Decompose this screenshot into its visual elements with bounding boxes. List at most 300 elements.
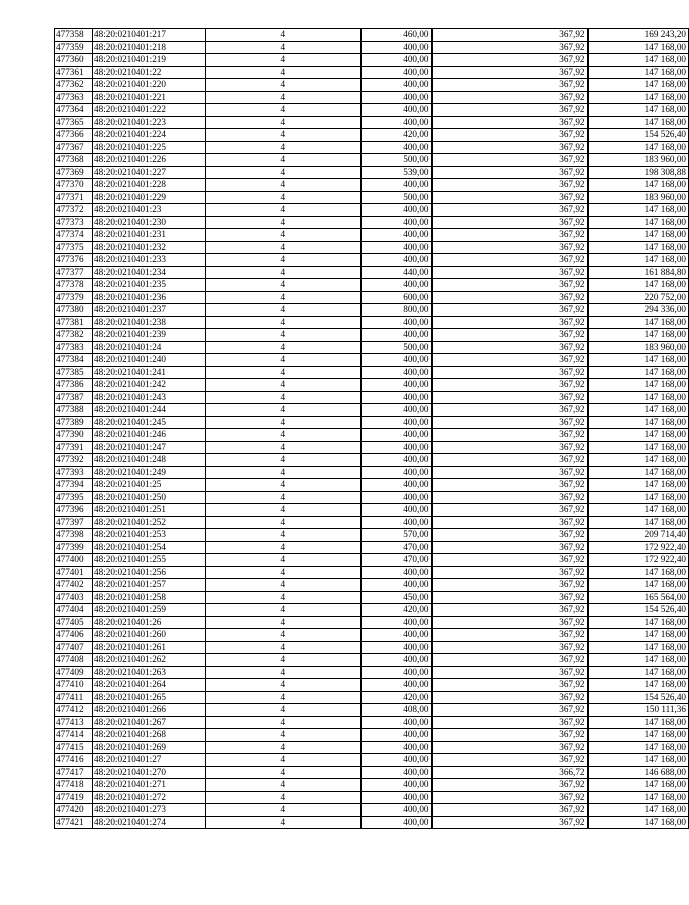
total-value-cell: 147 168,00 (588, 566, 689, 579)
table-row (55, 516, 689, 529)
total-value-cell: 147 168,00 (588, 379, 689, 392)
area-cell: 460,00 (361, 29, 432, 42)
cadastral-value-table (54, 28, 689, 829)
table-row (55, 679, 689, 692)
table-body (55, 29, 689, 829)
cadastral-number-cell: 48:20:0210401:26 (93, 616, 206, 629)
unit-price-cell: 367,92 (432, 566, 588, 579)
record-id-cell: 477395 (55, 491, 93, 504)
category-cell: 4 (206, 29, 361, 42)
area-cell: 400,00 (361, 654, 432, 667)
area-cell: 400,00 (361, 204, 432, 217)
cadastral-number-cell: 48:20:0210401:234 (93, 266, 206, 279)
category-cell: 4 (206, 779, 361, 792)
cadastral-number-cell: 48:20:0210401:269 (93, 741, 206, 754)
table-row (55, 479, 689, 492)
total-value-cell: 147 168,00 (588, 41, 689, 54)
record-id-cell: 477401 (55, 566, 93, 579)
unit-price-cell: 367,92 (432, 179, 588, 192)
area-cell: 400,00 (361, 641, 432, 654)
record-id-cell: 477360 (55, 54, 93, 67)
total-value-cell: 147 168,00 (588, 279, 689, 292)
category-cell: 4 (206, 579, 361, 592)
record-id-cell: 477371 (55, 191, 93, 204)
total-value-cell: 146 688,00 (588, 766, 689, 779)
table-row (55, 441, 689, 454)
category-cell: 4 (206, 491, 361, 504)
category-cell: 4 (206, 241, 361, 254)
unit-price-cell: 367,92 (432, 779, 588, 792)
record-id-cell: 477381 (55, 316, 93, 329)
record-id-cell: 477368 (55, 154, 93, 167)
total-value-cell: 147 168,00 (588, 329, 689, 342)
total-value-cell: 147 168,00 (588, 641, 689, 654)
table-row (55, 766, 689, 779)
unit-price-cell: 367,92 (432, 329, 588, 342)
table-row (55, 179, 689, 192)
category-cell: 4 (206, 591, 361, 604)
cadastral-number-cell: 48:20:0210401:237 (93, 304, 206, 317)
category-cell: 4 (206, 704, 361, 717)
category-cell: 4 (206, 191, 361, 204)
area-cell: 400,00 (361, 391, 432, 404)
record-id-cell: 477358 (55, 29, 93, 42)
area-cell: 400,00 (361, 741, 432, 754)
record-id-cell: 477373 (55, 216, 93, 229)
record-id-cell: 477375 (55, 241, 93, 254)
cadastral-number-cell: 48:20:0210401:256 (93, 566, 206, 579)
record-id-cell: 477391 (55, 441, 93, 454)
category-cell: 4 (206, 504, 361, 517)
total-value-cell: 147 168,00 (588, 91, 689, 104)
unit-price-cell: 367,92 (432, 541, 588, 554)
table-row (55, 616, 689, 629)
total-value-cell: 147 168,00 (588, 354, 689, 367)
total-value-cell: 183 960,00 (588, 191, 689, 204)
table-row (55, 754, 689, 767)
total-value-cell: 147 168,00 (588, 66, 689, 79)
record-id-cell: 477416 (55, 754, 93, 767)
record-id-cell: 477420 (55, 804, 93, 817)
area-cell: 400,00 (361, 366, 432, 379)
total-value-cell: 165 564,00 (588, 591, 689, 604)
unit-price-cell: 367,92 (432, 429, 588, 442)
unit-price-cell: 367,92 (432, 116, 588, 129)
category-cell: 4 (206, 766, 361, 779)
unit-price-cell: 367,92 (432, 641, 588, 654)
unit-price-cell: 367,92 (432, 129, 588, 142)
area-cell: 400,00 (361, 54, 432, 67)
record-id-cell: 477370 (55, 179, 93, 192)
category-cell: 4 (206, 166, 361, 179)
record-id-cell: 477386 (55, 379, 93, 392)
unit-price-cell: 367,92 (432, 91, 588, 104)
table-row (55, 604, 689, 617)
unit-price-cell: 367,92 (432, 454, 588, 467)
area-cell: 400,00 (361, 679, 432, 692)
total-value-cell: 147 168,00 (588, 79, 689, 92)
unit-price-cell: 367,92 (432, 654, 588, 667)
table-row (55, 804, 689, 817)
category-cell: 4 (206, 354, 361, 367)
area-cell: 400,00 (361, 329, 432, 342)
total-value-cell: 147 168,00 (588, 616, 689, 629)
cadastral-number-cell: 48:20:0210401:220 (93, 79, 206, 92)
cadastral-number-cell: 48:20:0210401:255 (93, 554, 206, 567)
cadastral-number-cell: 48:20:0210401:221 (93, 91, 206, 104)
record-id-cell: 477367 (55, 141, 93, 154)
table-row (55, 366, 689, 379)
total-value-cell: 147 168,00 (588, 391, 689, 404)
cadastral-number-cell: 48:20:0210401:264 (93, 679, 206, 692)
total-value-cell: 147 168,00 (588, 516, 689, 529)
category-cell: 4 (206, 254, 361, 267)
area-cell: 400,00 (361, 279, 432, 292)
category-cell: 4 (206, 791, 361, 804)
category-cell: 4 (206, 41, 361, 54)
total-value-cell: 147 168,00 (588, 416, 689, 429)
record-id-cell: 477385 (55, 366, 93, 379)
area-cell: 400,00 (361, 404, 432, 417)
record-id-cell: 477365 (55, 116, 93, 129)
total-value-cell: 147 168,00 (588, 679, 689, 692)
table-row (55, 316, 689, 329)
area-cell: 400,00 (361, 441, 432, 454)
record-id-cell: 477404 (55, 604, 93, 617)
table-row (55, 41, 689, 54)
unit-price-cell: 367,92 (432, 579, 588, 592)
area-cell: 400,00 (361, 766, 432, 779)
category-cell: 4 (206, 679, 361, 692)
total-value-cell: 147 168,00 (588, 654, 689, 667)
area-cell: 400,00 (361, 566, 432, 579)
category-cell: 4 (206, 341, 361, 354)
table-row (55, 216, 689, 229)
unit-price-cell: 367,92 (432, 166, 588, 179)
table-row (55, 491, 689, 504)
table-row (55, 191, 689, 204)
total-value-cell: 154 526,40 (588, 604, 689, 617)
unit-price-cell: 367,92 (432, 479, 588, 492)
cadastral-number-cell: 48:20:0210401:258 (93, 591, 206, 604)
record-id-cell: 477414 (55, 729, 93, 742)
table-row (55, 666, 689, 679)
cadastral-number-cell: 48:20:0210401:219 (93, 54, 206, 67)
area-cell: 400,00 (361, 354, 432, 367)
area-cell: 400,00 (361, 91, 432, 104)
cadastral-number-cell: 48:20:0210401:241 (93, 366, 206, 379)
category-cell: 4 (206, 804, 361, 817)
cadastral-number-cell: 48:20:0210401:260 (93, 629, 206, 642)
cadastral-number-cell: 48:20:0210401:228 (93, 179, 206, 192)
category-cell: 4 (206, 654, 361, 667)
unit-price-cell: 367,92 (432, 791, 588, 804)
unit-price-cell: 367,92 (432, 366, 588, 379)
unit-price-cell: 367,92 (432, 629, 588, 642)
cadastral-number-cell: 48:20:0210401:273 (93, 804, 206, 817)
area-cell: 400,00 (361, 666, 432, 679)
total-value-cell: 183 960,00 (588, 341, 689, 354)
total-value-cell: 147 168,00 (588, 579, 689, 592)
area-cell: 400,00 (361, 229, 432, 242)
category-cell: 4 (206, 391, 361, 404)
area-cell: 400,00 (361, 729, 432, 742)
cadastral-number-cell: 48:20:0210401:272 (93, 791, 206, 804)
total-value-cell: 147 168,00 (588, 454, 689, 467)
total-value-cell: 161 884,80 (588, 266, 689, 279)
cadastral-number-cell: 48:20:0210401:251 (93, 504, 206, 517)
unit-price-cell: 367,92 (432, 691, 588, 704)
record-id-cell: 477387 (55, 391, 93, 404)
record-id-cell: 477382 (55, 329, 93, 342)
category-cell: 4 (206, 204, 361, 217)
area-cell: 400,00 (361, 804, 432, 817)
record-id-cell: 477403 (55, 591, 93, 604)
table-row (55, 529, 689, 542)
table-row (55, 266, 689, 279)
cadastral-number-cell: 48:20:0210401:227 (93, 166, 206, 179)
area-cell: 400,00 (361, 791, 432, 804)
total-value-cell: 147 168,00 (588, 104, 689, 117)
category-cell: 4 (206, 91, 361, 104)
area-cell: 500,00 (361, 341, 432, 354)
table-row (55, 391, 689, 404)
record-id-cell: 477364 (55, 104, 93, 117)
unit-price-cell: 367,92 (432, 441, 588, 454)
table-row (55, 154, 689, 167)
category-cell: 4 (206, 116, 361, 129)
cadastral-number-cell: 48:20:0210401:25 (93, 479, 206, 492)
unit-price-cell: 367,92 (432, 29, 588, 42)
cadastral-number-cell: 48:20:0210401:223 (93, 116, 206, 129)
table-row (55, 691, 689, 704)
category-cell: 4 (206, 129, 361, 142)
category-cell: 4 (206, 816, 361, 829)
area-cell: 400,00 (361, 41, 432, 54)
category-cell: 4 (206, 329, 361, 342)
category-cell: 4 (206, 229, 361, 242)
table-row (55, 504, 689, 517)
table-row (55, 304, 689, 317)
unit-price-cell: 367,92 (432, 416, 588, 429)
cadastral-number-cell: 48:20:0210401:226 (93, 154, 206, 167)
cadastral-number-cell: 48:20:0210401:230 (93, 216, 206, 229)
cadastral-number-cell: 48:20:0210401:248 (93, 454, 206, 467)
category-cell: 4 (206, 141, 361, 154)
cadastral-number-cell: 48:20:0210401:225 (93, 141, 206, 154)
table-row (55, 429, 689, 442)
unit-price-cell: 367,92 (432, 404, 588, 417)
category-cell: 4 (206, 291, 361, 304)
cadastral-number-cell: 48:20:0210401:222 (93, 104, 206, 117)
record-id-cell: 477402 (55, 579, 93, 592)
record-id-cell: 477409 (55, 666, 93, 679)
category-cell: 4 (206, 691, 361, 704)
category-cell: 4 (206, 741, 361, 754)
area-cell: 500,00 (361, 154, 432, 167)
total-value-cell: 147 168,00 (588, 629, 689, 642)
record-id-cell: 477410 (55, 679, 93, 692)
cadastral-number-cell: 48:20:0210401:22 (93, 66, 206, 79)
category-cell: 4 (206, 304, 361, 317)
record-id-cell: 477366 (55, 129, 93, 142)
category-cell: 4 (206, 104, 361, 117)
total-value-cell: 150 111,36 (588, 704, 689, 717)
category-cell: 4 (206, 366, 361, 379)
table-row (55, 79, 689, 92)
total-value-cell: 169 243,20 (588, 29, 689, 42)
area-cell: 400,00 (361, 779, 432, 792)
total-value-cell: 147 168,00 (588, 216, 689, 229)
area-cell: 400,00 (361, 116, 432, 129)
total-value-cell: 147 168,00 (588, 254, 689, 267)
area-cell: 800,00 (361, 304, 432, 317)
unit-price-cell: 367,92 (432, 204, 588, 217)
table-row (55, 66, 689, 79)
table-row (55, 454, 689, 467)
category-cell: 4 (206, 379, 361, 392)
record-id-cell: 477388 (55, 404, 93, 417)
total-value-cell: 183 960,00 (588, 154, 689, 167)
unit-price-cell: 367,92 (432, 316, 588, 329)
table-row (55, 566, 689, 579)
total-value-cell: 147 168,00 (588, 229, 689, 242)
table-row (55, 654, 689, 667)
area-cell: 440,00 (361, 266, 432, 279)
area-cell: 400,00 (361, 816, 432, 829)
table-row (55, 241, 689, 254)
table-row (55, 466, 689, 479)
record-id-cell: 477383 (55, 341, 93, 354)
table-row (55, 716, 689, 729)
category-cell: 4 (206, 604, 361, 617)
cadastral-number-cell: 48:20:0210401:217 (93, 29, 206, 42)
table-row (55, 541, 689, 554)
area-cell: 420,00 (361, 604, 432, 617)
unit-price-cell: 367,92 (432, 591, 588, 604)
table-row (55, 279, 689, 292)
unit-price-cell: 367,92 (432, 804, 588, 817)
area-cell: 400,00 (361, 241, 432, 254)
cadastral-number-cell: 48:20:0210401:257 (93, 579, 206, 592)
area-cell: 400,00 (361, 254, 432, 267)
record-id-cell: 477361 (55, 66, 93, 79)
total-value-cell: 147 168,00 (588, 466, 689, 479)
total-value-cell: 147 168,00 (588, 779, 689, 792)
record-id-cell: 477392 (55, 454, 93, 467)
total-value-cell: 172 922,40 (588, 541, 689, 554)
area-cell: 450,00 (361, 591, 432, 604)
record-id-cell: 477400 (55, 554, 93, 567)
cadastral-number-cell: 48:20:0210401:266 (93, 704, 206, 717)
record-id-cell: 477412 (55, 704, 93, 717)
record-id-cell: 477389 (55, 416, 93, 429)
total-value-cell: 147 168,00 (588, 816, 689, 829)
total-value-cell: 147 168,00 (588, 179, 689, 192)
area-cell: 470,00 (361, 541, 432, 554)
record-id-cell: 477418 (55, 779, 93, 792)
unit-price-cell: 367,92 (432, 354, 588, 367)
unit-price-cell: 367,92 (432, 216, 588, 229)
category-cell: 4 (206, 541, 361, 554)
record-id-cell: 477372 (55, 204, 93, 217)
table-row (55, 579, 689, 592)
category-cell: 4 (206, 316, 361, 329)
unit-price-cell: 367,92 (432, 554, 588, 567)
cadastral-number-cell: 48:20:0210401:250 (93, 491, 206, 504)
unit-price-cell: 367,92 (432, 66, 588, 79)
record-id-cell: 477408 (55, 654, 93, 667)
total-value-cell: 147 168,00 (588, 429, 689, 442)
total-value-cell: 147 168,00 (588, 504, 689, 517)
record-id-cell: 477359 (55, 41, 93, 54)
unit-price-cell: 367,92 (432, 379, 588, 392)
cadastral-number-cell: 48:20:0210401:261 (93, 641, 206, 654)
unit-price-cell: 366,72 (432, 766, 588, 779)
cadastral-number-cell: 48:20:0210401:252 (93, 516, 206, 529)
cadastral-number-cell: 48:20:0210401:247 (93, 441, 206, 454)
area-cell: 400,00 (361, 516, 432, 529)
total-value-cell: 147 168,00 (588, 754, 689, 767)
table-row (55, 116, 689, 129)
record-id-cell: 477380 (55, 304, 93, 317)
cadastral-number-cell: 48:20:0210401:218 (93, 41, 206, 54)
unit-price-cell: 367,92 (432, 341, 588, 354)
cadastral-number-cell: 48:20:0210401:265 (93, 691, 206, 704)
record-id-cell: 477363 (55, 91, 93, 104)
record-id-cell: 477369 (55, 166, 93, 179)
total-value-cell: 209 714,40 (588, 529, 689, 542)
area-cell: 400,00 (361, 579, 432, 592)
category-cell: 4 (206, 466, 361, 479)
total-value-cell: 220 752,00 (588, 291, 689, 304)
total-value-cell: 147 168,00 (588, 804, 689, 817)
table-row (55, 704, 689, 717)
unit-price-cell: 367,92 (432, 604, 588, 617)
unit-price-cell: 367,92 (432, 716, 588, 729)
record-id-cell: 477393 (55, 466, 93, 479)
total-value-cell: 147 168,00 (588, 741, 689, 754)
category-cell: 4 (206, 616, 361, 629)
total-value-cell: 147 168,00 (588, 141, 689, 154)
unit-price-cell: 367,92 (432, 516, 588, 529)
area-cell: 400,00 (361, 216, 432, 229)
category-cell: 4 (206, 54, 361, 67)
cadastral-number-cell: 48:20:0210401:246 (93, 429, 206, 442)
cadastral-number-cell: 48:20:0210401:249 (93, 466, 206, 479)
category-cell: 4 (206, 479, 361, 492)
area-cell: 400,00 (361, 491, 432, 504)
area-cell: 400,00 (361, 616, 432, 629)
table-row (55, 741, 689, 754)
record-id-cell: 477362 (55, 79, 93, 92)
cadastral-number-cell: 48:20:0210401:262 (93, 654, 206, 667)
unit-price-cell: 367,92 (432, 104, 588, 117)
unit-price-cell: 367,92 (432, 266, 588, 279)
unit-price-cell: 367,92 (432, 154, 588, 167)
area-cell: 400,00 (361, 141, 432, 154)
category-cell: 4 (206, 716, 361, 729)
table-row (55, 341, 689, 354)
total-value-cell: 147 168,00 (588, 441, 689, 454)
total-value-cell: 147 168,00 (588, 666, 689, 679)
record-id-cell: 477417 (55, 766, 93, 779)
cadastral-number-cell: 48:20:0210401:224 (93, 129, 206, 142)
area-cell: 400,00 (361, 379, 432, 392)
unit-price-cell: 367,92 (432, 191, 588, 204)
cadastral-number-cell: 48:20:0210401:236 (93, 291, 206, 304)
unit-price-cell: 367,92 (432, 254, 588, 267)
